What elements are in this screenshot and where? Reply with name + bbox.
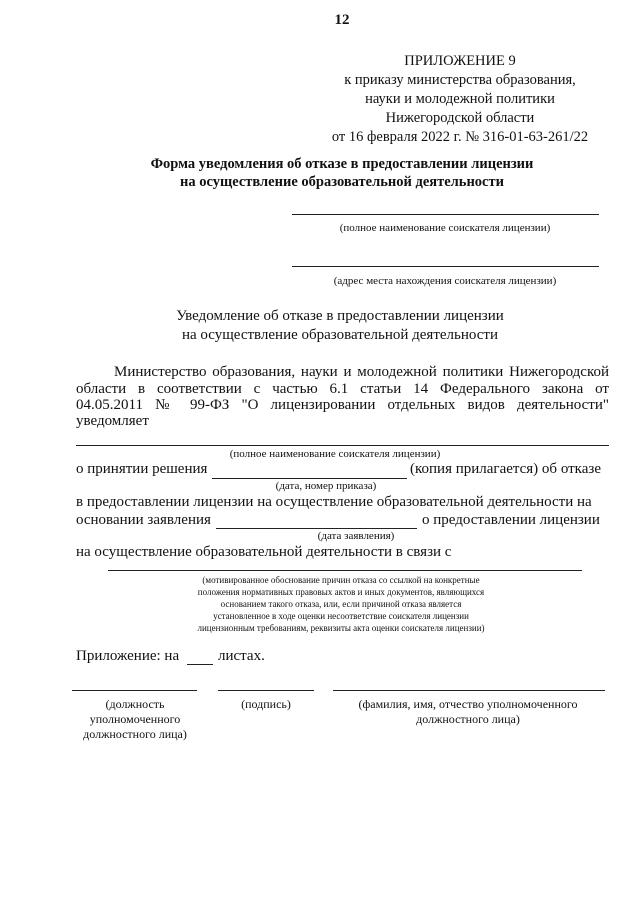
attachment-prefix: Приложение: на — [76, 648, 180, 664]
reason-note — [197, 574, 484, 634]
applicant-address-caption: (адрес места нахождения соискателя лицензии) — [333, 275, 557, 287]
reason-line: на осуществление образовательной деятельности в связи с — [76, 544, 452, 560]
decision-prefix: о принятии решения — [76, 461, 208, 477]
position-caption-line3: должностного лица) — [83, 727, 187, 741]
body-para-line3: 04.05.2011 № 99-ФЗ "О лицензировании отдельных видов деятельности" — [76, 397, 609, 413]
reason-note-line3: основанием такого отказа, или, если причиной отказа является — [220, 599, 462, 609]
statement-caption: (дата заявления) — [317, 530, 395, 542]
appendix-region: Нижегородской области — [385, 110, 535, 126]
appendix-ministry: науки и молодежной политики — [365, 91, 555, 107]
notice-title-line1: Уведомление об отказе в предоставлении лицензии — [176, 308, 504, 324]
appendix-order-ref: к приказу министерства образования, — [344, 72, 576, 88]
body-para-line4: уведомляет — [76, 413, 149, 429]
position-sign-line[interactable] — [72, 690, 197, 691]
decision-caption: (дата, номер приказа) — [275, 480, 377, 492]
notice-title-line2: на осуществление образовательной деятельности — [181, 327, 499, 343]
decision-date-field[interactable] — [212, 478, 407, 479]
form-title-line2: на осуществление образовательной деятельности — [180, 174, 504, 190]
grant-line: в предоставлении лицензии на осуществление образовательной деятельности на — [76, 494, 592, 510]
fio-sign-line[interactable] — [333, 690, 605, 691]
body-para-line2: области в соответствии с частью 6.1 статьи 14 Федерального закона от — [76, 381, 609, 397]
applicant-name-caption: (полное наименование соискателя лицензии) — [339, 222, 551, 234]
position-caption-line1: (должность — [105, 697, 165, 711]
reason-note-line2: положения нормативных правовых актов и иных документов, являющихся — [197, 587, 485, 597]
fio-caption-line1: (фамилия, имя, отчество уполномоченного — [358, 697, 578, 711]
applicant-name-line[interactable] — [292, 214, 599, 215]
fio-caption — [358, 697, 577, 727]
appendix-title: ПРИЛОЖЕНИЕ 9 — [404, 53, 516, 69]
body-para-line1: Министерство образования, науки и молодежной политики Нижегородской — [114, 364, 609, 380]
applicant-fill-caption: (полное наименование соискателя лицензии) — [229, 448, 441, 460]
signature-sign-line[interactable] — [218, 690, 314, 691]
statement-date-field[interactable] — [216, 528, 417, 529]
reason-fill-line[interactable] — [108, 570, 582, 571]
position-caption — [83, 697, 187, 742]
statement-suffix: о предоставлении лицензии — [422, 512, 600, 528]
form-title-line1: Форма уведомления об отказе в предоставлении лицензии — [150, 156, 534, 172]
reason-note-line5: лицензионным требованиям, реквизиты акта оценки соискателя лицензии) — [197, 623, 485, 633]
reason-note-line1: (мотивированное обоснование причин отказа со ссылкой на конкретные — [202, 575, 480, 585]
appendix-block — [332, 52, 588, 147]
applicant-address-line[interactable] — [292, 266, 599, 267]
attachment-suffix: листах. — [218, 648, 265, 664]
signature-caption: (подпись) — [241, 697, 291, 711]
page-number: 12 — [334, 12, 350, 28]
decision-suffix: (копия прилагается) об отказе — [410, 461, 601, 477]
applicant-fill-line[interactable] — [76, 445, 609, 446]
statement-prefix: основании заявления — [76, 512, 211, 528]
appendix-order-date: от 16 февраля 2022 г. № 316-01-63-261/22 — [331, 129, 589, 145]
attachment-count-field[interactable] — [187, 664, 213, 665]
fio-caption-line2: должностного лица) — [416, 712, 520, 726]
reason-note-line4: установленное в ходе оценки несоответствие соискателя лицензии — [213, 611, 469, 621]
position-caption-line2: уполномоченного — [89, 712, 181, 726]
